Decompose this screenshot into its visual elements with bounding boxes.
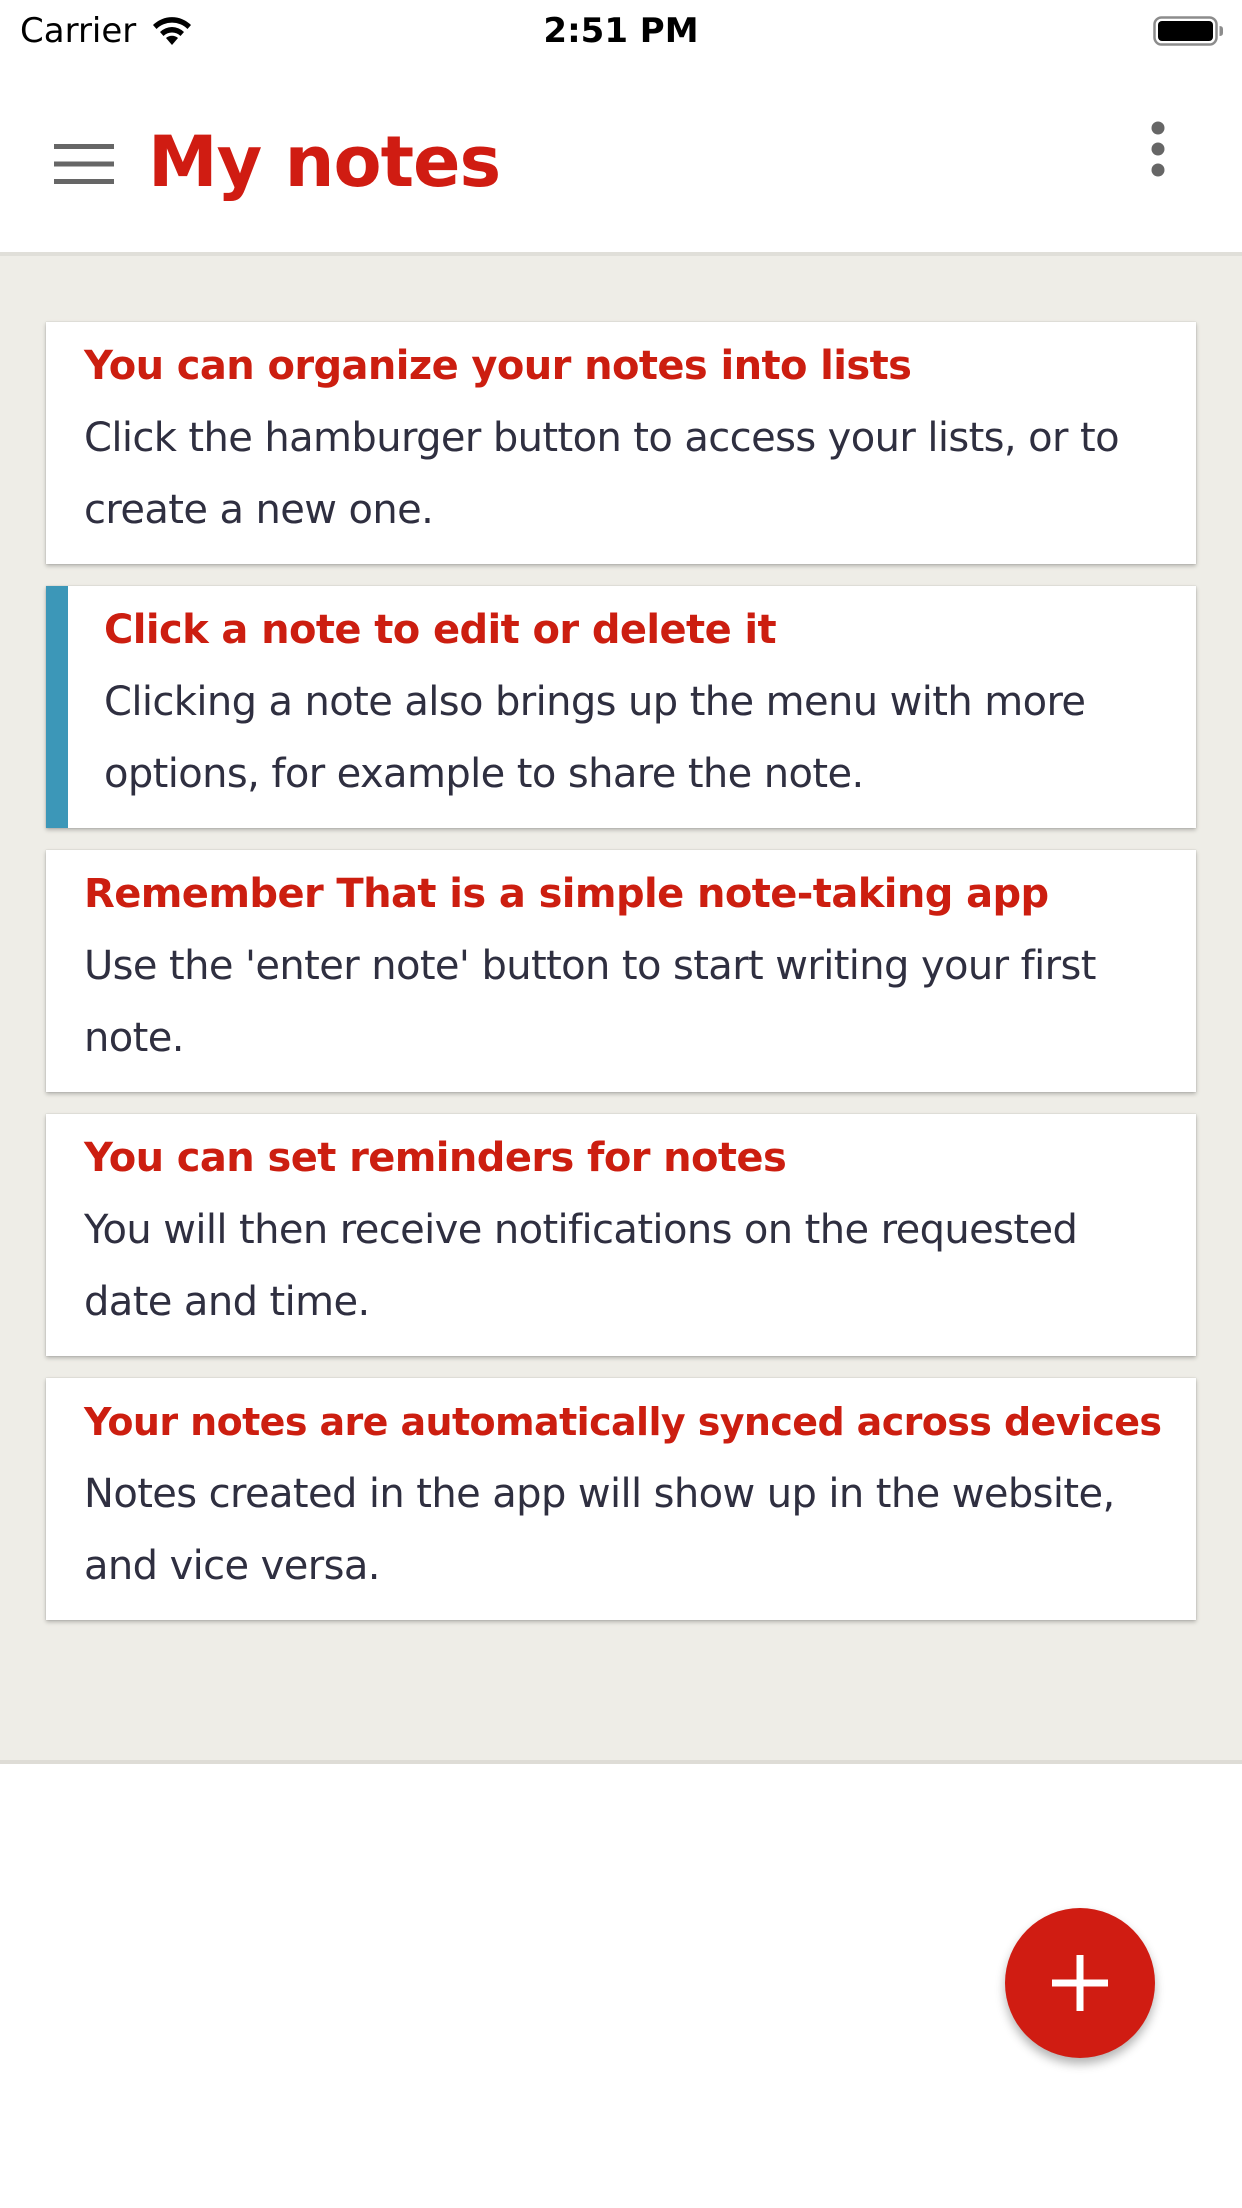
note-body: Clicking a note also brings up the menu with more options, for example to share the note. <box>104 679 1086 797</box>
note-card[interactable] <box>46 322 1196 564</box>
note-title: Remember That is a simple note-taking app <box>84 871 1049 917</box>
note-title: Click a note to edit or delete it <box>104 607 777 653</box>
hamburger-menu-icon[interactable] <box>54 142 114 186</box>
note-card[interactable] <box>46 1378 1196 1620</box>
note-card[interactable] <box>46 850 1196 1092</box>
battery-icon <box>1153 14 1225 48</box>
add-note-button[interactable] <box>1005 1908 1155 2058</box>
note-title: Your notes are automatically synced across devices <box>84 1400 1162 1444</box>
page-title: My notes <box>148 121 501 203</box>
app-bar <box>0 62 1242 252</box>
note-body: Click the hamburger button to access your lists, or to create a new one. <box>84 415 1119 533</box>
clock: 2:51 PM <box>543 11 699 51</box>
more-vertical-icon[interactable] <box>1138 114 1178 194</box>
notes-list <box>0 252 1242 1764</box>
status-bar <box>0 0 1242 62</box>
carrier-label: Carrier <box>20 11 137 51</box>
note-body: You will then receive notifications on the requested date and time. <box>84 1207 1078 1325</box>
note-card[interactable] <box>46 1114 1196 1356</box>
note-title: You can organize your notes into lists <box>84 343 912 389</box>
note-card-selected[interactable] <box>46 586 1196 828</box>
note-title: You can set reminders for notes <box>84 1135 787 1181</box>
note-body: Notes created in the app will show up in the website, and vice versa. <box>84 1471 1115 1589</box>
note-body: Use the 'enter note' button to start writing your first note. <box>84 943 1096 1061</box>
plus-icon <box>1050 1953 1110 2013</box>
